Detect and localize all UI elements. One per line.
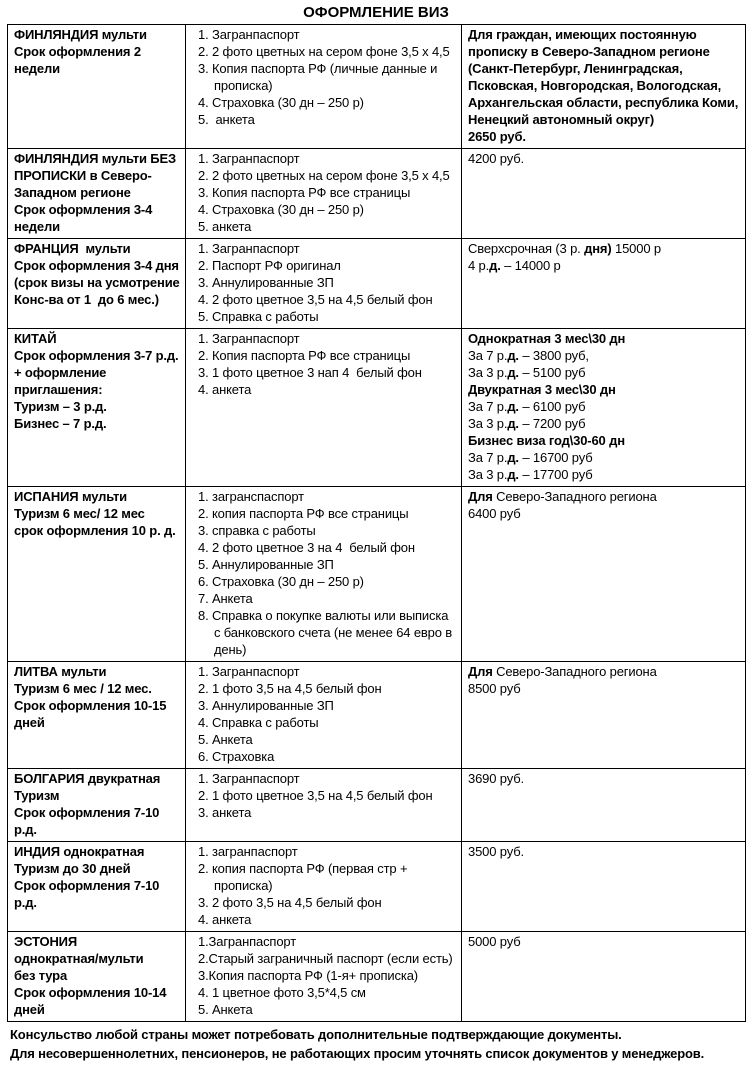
price-cell <box>462 842 746 932</box>
document-item: 4. 2 фото цветное 3 на 4 белый фон <box>198 540 415 555</box>
table-row <box>8 487 746 662</box>
document-item: 1. Загранпаспорт <box>198 241 300 256</box>
country-line: однократная/мульти <box>14 951 144 966</box>
country-line: Туризм 6 мес/ 12 мес <box>14 506 145 521</box>
price-cell <box>462 25 746 149</box>
documents-cell <box>186 239 462 329</box>
document-item: 2. 2 фото цветных на сером фоне 3,5 х 4,5 <box>198 44 450 59</box>
documents-cell <box>186 149 462 239</box>
price-line: 5000 руб <box>468 934 521 949</box>
price-cell <box>462 239 746 329</box>
document-item: 5. Анкета <box>198 732 253 747</box>
visa-table-body <box>8 25 746 1022</box>
documents-cell <box>186 487 462 662</box>
price-line: Сверхсрочная (3 р. дня) 15000 р <box>468 241 661 256</box>
table-row <box>8 329 746 487</box>
document-item: 3. 1 фото цветное 3 нап 4 белый фон <box>198 365 422 380</box>
price-line: 3690 руб. <box>468 771 524 786</box>
document-item: 7. Анкета <box>198 591 253 606</box>
document-item: 1.Загранпаспорт <box>198 934 296 949</box>
document-item: 4. 1 цветное фото 3,5*4,5 см <box>198 985 366 1000</box>
country-line: ИСПАНИЯ мульти <box>14 489 128 504</box>
document-item: 4. Страховка (30 дн – 250 р) <box>198 202 364 217</box>
price-line: 4200 руб. <box>468 151 524 166</box>
documents-cell <box>186 662 462 769</box>
document-item: 2. копия паспорта РФ все страницы <box>198 506 409 521</box>
document-item: 3. Копия паспорта РФ (личные данные и прописка) <box>198 61 441 93</box>
country-line: Срок оформления 7-10 р.д. <box>14 805 163 837</box>
country-line: БОЛГАРИЯ двукратная <box>14 771 161 786</box>
table-row <box>8 239 746 329</box>
country-cell <box>8 239 186 329</box>
country-cell <box>8 329 186 487</box>
document-item: 3. 2 фото 3,5 на 4,5 белый фон <box>198 895 382 910</box>
document-item: 4. анкета <box>198 912 252 927</box>
price-line: За 7 р.д. – 3800 руб, <box>468 348 589 363</box>
country-line: Срок оформления 3-7 р.д. + оформление приглашения: <box>14 348 182 397</box>
document-item: 2. Копия паспорта РФ все страницы <box>198 348 411 363</box>
country-line: Туризм до 30 дней <box>14 861 131 876</box>
document-item: 3. анкета <box>198 805 252 820</box>
country-cell <box>8 932 186 1022</box>
document-item: 4. анкета <box>198 382 252 397</box>
document-item: 5. анкета <box>198 219 252 234</box>
document-item: 8. Справка о покупке валюты или выписка с банковского счета (не менее 64 евро в день) <box>198 608 456 657</box>
price-line: Однократная 3 мес\30 дн <box>468 331 626 346</box>
price-line: Для Северо-Западного региона <box>468 664 657 679</box>
price-line: Для граждан, имеющих постоянную прописку в Северо-Западном регионе (Санкт-Петербург, Ленинградская, Псковская, Новгородская, Вологодская, Архангельская области, республика Коми, Ненецкий автономный округ) <box>468 27 742 127</box>
country-cell <box>8 487 186 662</box>
footer-note-consulate: Консульство любой страны может потребовать дополнительные подтверждающие документы. <box>10 1027 622 1042</box>
table-row <box>8 769 746 842</box>
country-line: срок оформления 10 р. д. <box>14 523 176 538</box>
table-row <box>8 842 746 932</box>
table-row <box>8 149 746 239</box>
document-item: 1. загранспаспорт <box>198 489 304 504</box>
price-line: 4 р.д. – 14000 р <box>468 258 561 273</box>
country-line: ЭСТОНИЯ <box>14 934 78 949</box>
document-item: 6. Страховка (30 дн – 250 р) <box>198 574 364 589</box>
price-cell <box>462 487 746 662</box>
country-line: Срок оформления 2 недели <box>14 44 145 76</box>
country-line: Срок оформления 7-10 р.д. <box>14 878 163 910</box>
country-cell <box>8 842 186 932</box>
country-line: Срок оформления 3-4 недели <box>14 202 156 234</box>
documents-cell <box>186 769 462 842</box>
price-line: 2650 руб. <box>468 129 526 144</box>
country-line: Туризм <box>14 788 60 803</box>
document-item: 2. Паспорт РФ оригинал <box>198 258 341 273</box>
visa-table <box>7 24 746 1022</box>
price-line: Бизнес виза год\30-60 дн <box>468 433 625 448</box>
document-item: 1. Загранпаспорт <box>198 151 300 166</box>
country-line: ФРАНЦИЯ мульти <box>14 241 131 256</box>
country-line: Туризм 6 мес / 12 мес. <box>14 681 152 696</box>
price-line: 6400 руб <box>468 506 521 521</box>
price-line: За 7 р.д. – 16700 руб <box>468 450 593 465</box>
price-line: Для Северо-Западного региона <box>468 489 657 504</box>
document-item: 3. справка с работы <box>198 523 316 538</box>
country-line: Срок оформления 10-14 дней <box>14 985 170 1017</box>
country-line: ЛИТВА мульти <box>14 664 107 679</box>
document-item: 5. Анкета <box>198 1002 253 1017</box>
documents-cell <box>186 842 462 932</box>
country-line: ИНДИЯ однократная <box>14 844 145 859</box>
footer-note-managers: Для несовершеннолетних, пенсионеров, не работающих просим уточнять список документов у менеджеров. <box>10 1046 705 1061</box>
footer-notes <box>7 1025 745 1063</box>
document-item: 5. Аннулированные ЗП <box>198 557 334 572</box>
country-line: ФИНЛЯНДИЯ мульти <box>14 27 147 42</box>
table-row <box>8 662 746 769</box>
document-item: 5. анкета <box>198 112 255 127</box>
price-line: За 3 р.д. – 17700 руб <box>468 467 593 482</box>
country-cell <box>8 149 186 239</box>
document-item: 1. загранпаспорт <box>198 844 298 859</box>
document-item: 1. Загранпаспорт <box>198 771 300 786</box>
table-row <box>8 25 746 149</box>
document-item: 3. Аннулированные ЗП <box>198 698 334 713</box>
price-cell <box>462 769 746 842</box>
price-cell <box>462 149 746 239</box>
price-line: За 3 р.д. – 5100 руб <box>468 365 586 380</box>
document-item: 3.Копия паспорта РФ (1-я+ прописка) <box>198 968 418 983</box>
document-item: 4. 2 фото цветное 3,5 на 4,5 белый фон <box>198 292 433 307</box>
document-item: 3. Аннулированные ЗП <box>198 275 334 290</box>
table-row <box>8 932 746 1022</box>
document-item: 1. Загранпаспорт <box>198 664 300 679</box>
price-cell <box>462 329 746 487</box>
document-item: 1. Загранпаспорт <box>198 27 300 42</box>
document-item: 1. Загранпаспорт <box>198 331 300 346</box>
price-line: За 7 р.д. – 6100 руб <box>468 399 586 414</box>
documents-cell <box>186 932 462 1022</box>
document-item: 2.Старый заграничный паспорт (если есть) <box>198 951 453 966</box>
country-line: ФИНЛЯНДИЯ мульти БЕЗ ПРОПИСКИ в Северо-Западном регионе <box>14 151 180 200</box>
price-cell <box>462 932 746 1022</box>
document-item: 6. Страховка <box>198 749 275 764</box>
document-item: 2. 1 фото цветное 3,5 на 4,5 белый фон <box>198 788 433 803</box>
page-title: ОФОРМЛЕНИЕ ВИЗ <box>303 4 449 21</box>
country-cell <box>8 25 186 149</box>
documents-cell <box>186 329 462 487</box>
price-line: 8500 руб <box>468 681 521 696</box>
price-line: За 3 р.д. – 7200 руб <box>468 416 586 431</box>
country-line: Срок оформления 10-15 дней <box>14 698 170 730</box>
country-cell <box>8 662 186 769</box>
price-line: 3500 руб. <box>468 844 524 859</box>
price-line: Двукратная 3 мес\30 дн <box>468 382 616 397</box>
country-line: без тура <box>14 968 68 983</box>
document-item: 2. 2 фото цветных на сером фоне 3,5 х 4,5 <box>198 168 450 183</box>
price-cell <box>462 662 746 769</box>
country-line: Бизнес – 7 р.д. <box>14 416 107 431</box>
document-item: 3. Копия паспорта РФ все страницы <box>198 185 411 200</box>
country-line: Срок оформления 3-4 дня <box>14 258 179 273</box>
country-line: КИТАЙ <box>14 331 57 346</box>
document-item: 2. 1 фото 3,5 на 4,5 белый фон <box>198 681 382 696</box>
document-item: 5. Справка с работы <box>198 309 319 324</box>
document-item: 4. Страховка (30 дн – 250 р) <box>198 95 364 110</box>
country-line: (срок визы на усмотрение Конс-ва от 1 до 6 мес.) <box>14 275 184 307</box>
country-line: Туризм – 3 р.д. <box>14 399 107 414</box>
document-item: 2. копия паспорта РФ (первая стр + прописка) <box>198 861 411 893</box>
document-item: 4. Справка с работы <box>198 715 319 730</box>
documents-cell <box>186 25 462 149</box>
country-cell <box>8 769 186 842</box>
